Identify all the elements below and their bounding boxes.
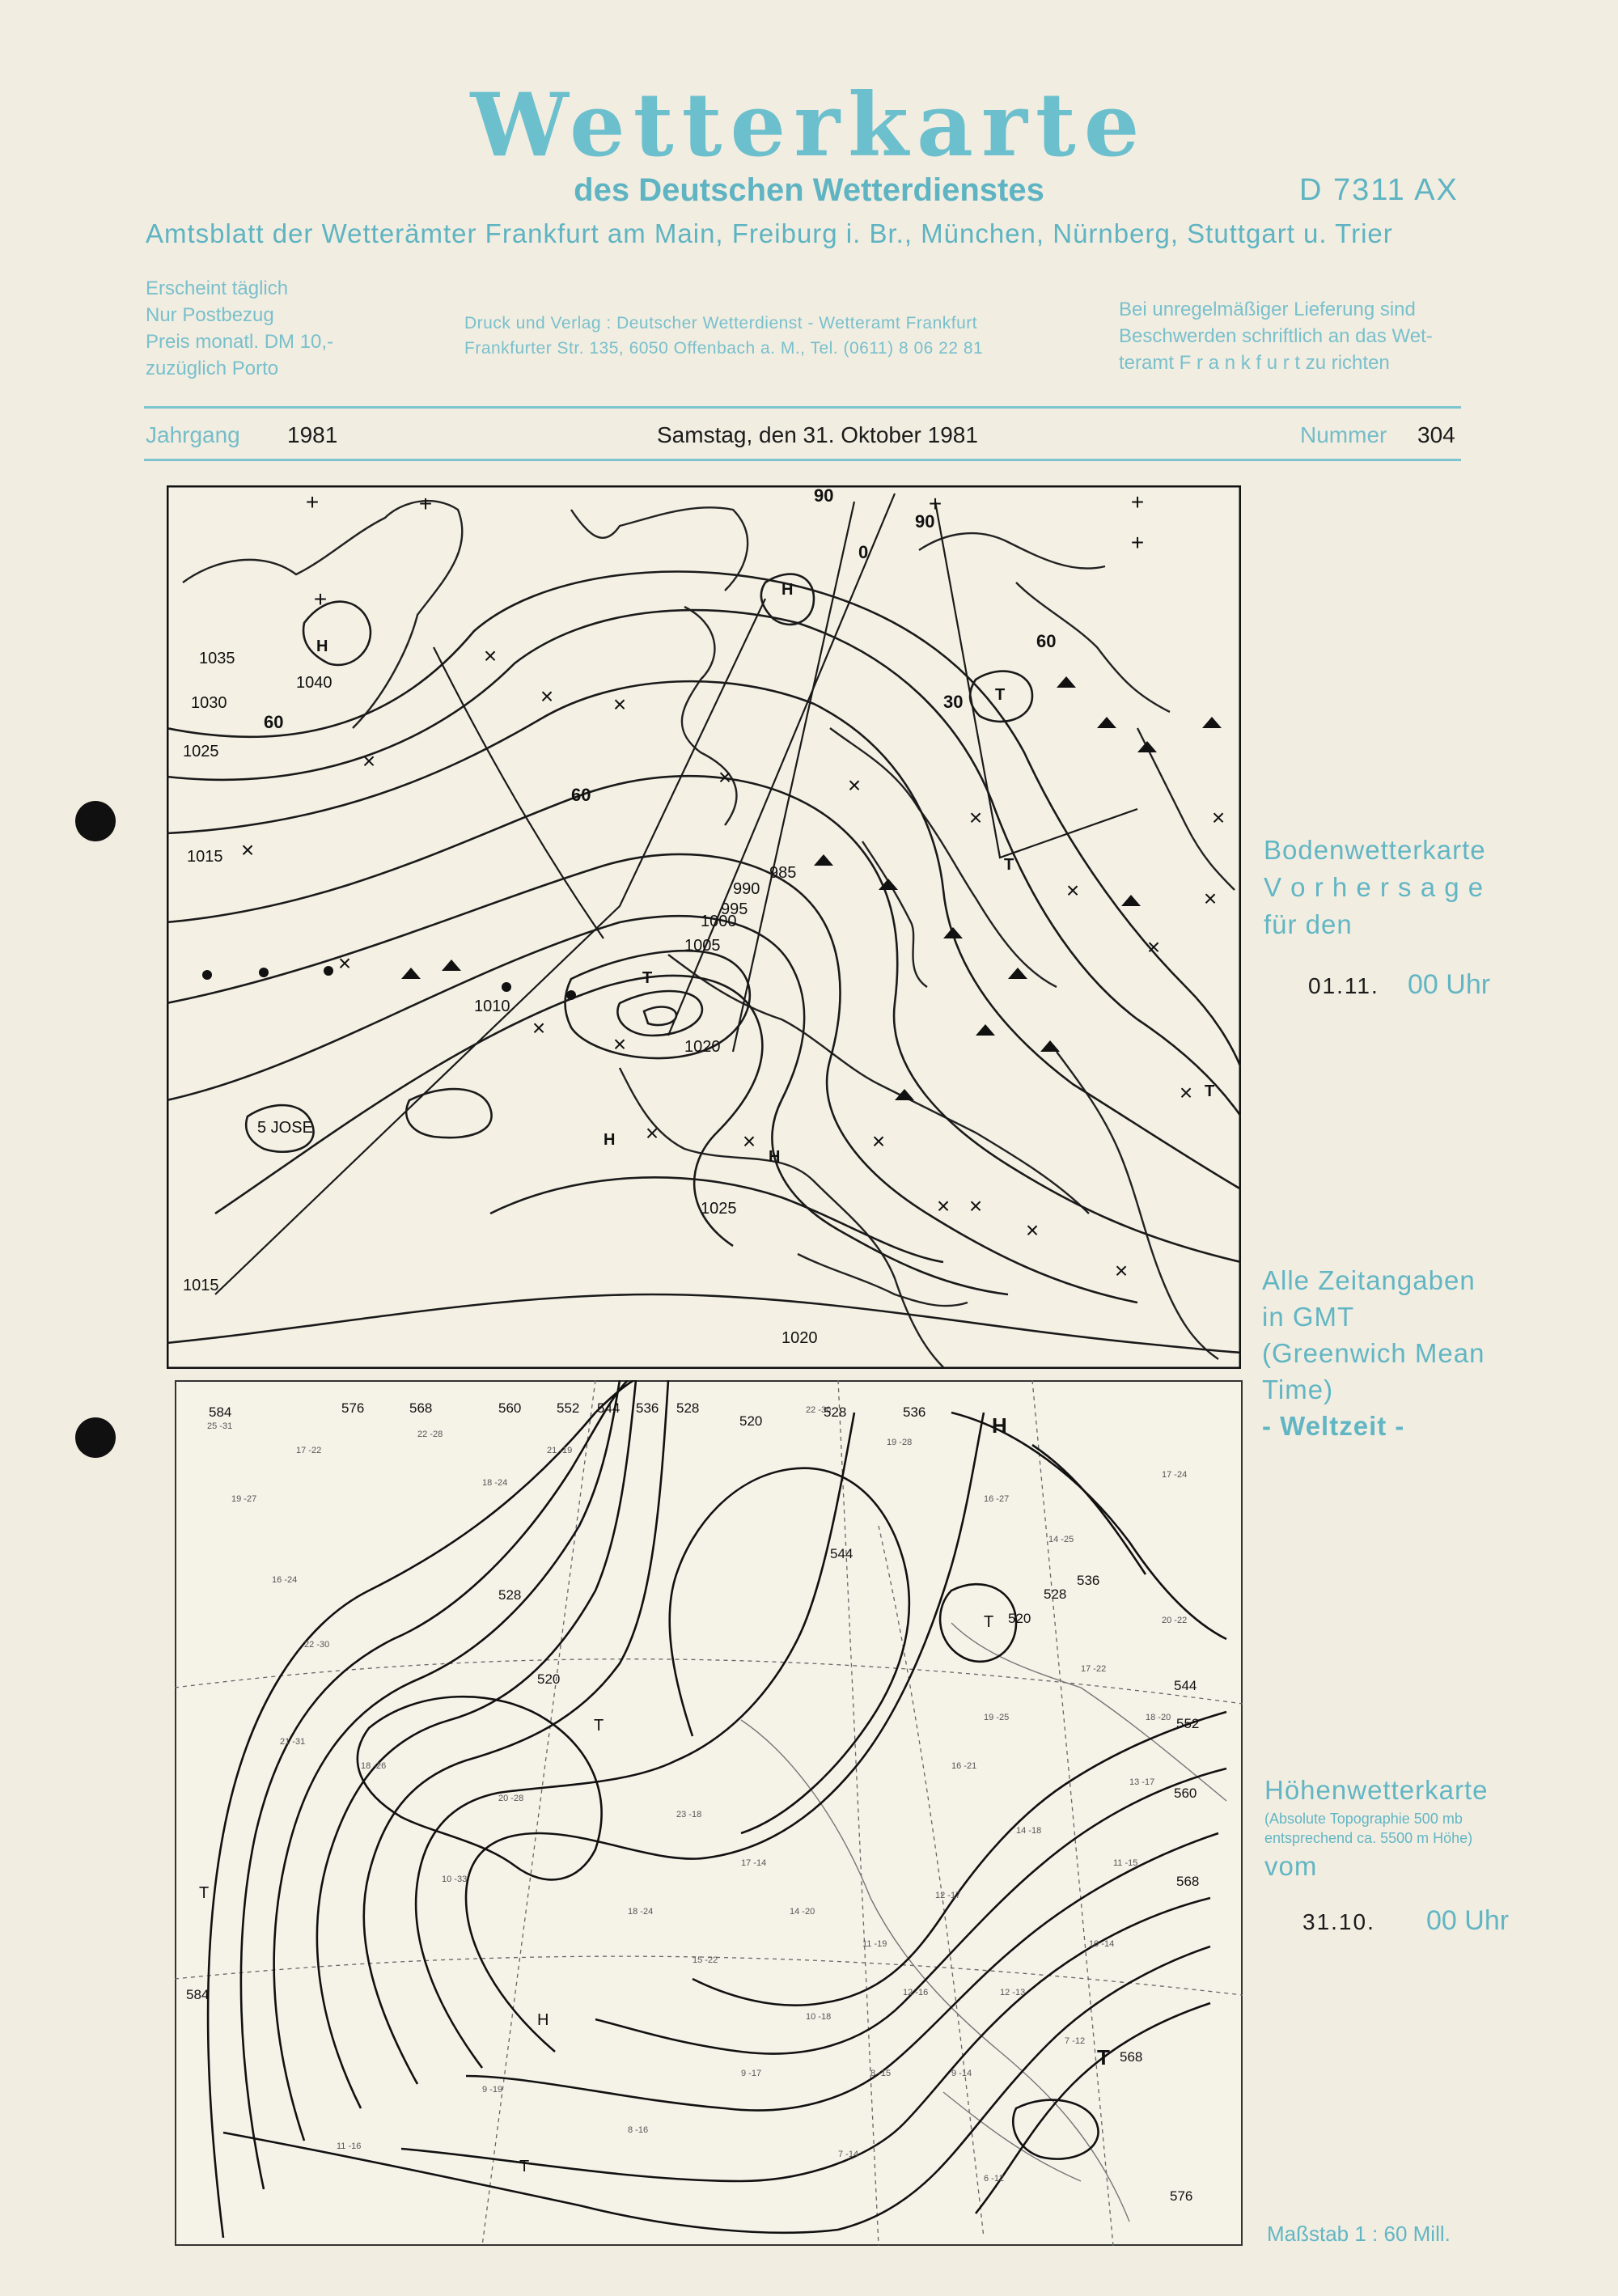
- header-rule-top: [144, 406, 1461, 409]
- note-line: in GMT: [1262, 1302, 1355, 1332]
- svg-text:×: ×: [847, 773, 862, 798]
- svg-text:20 -28: 20 -28: [498, 1794, 524, 1803]
- svg-text:×: ×: [645, 1120, 659, 1146]
- svg-text:×: ×: [240, 837, 255, 862]
- svg-text:22 -30: 22 -30: [806, 1405, 832, 1415]
- svg-text:×: ×: [936, 1193, 951, 1218]
- svg-text:21 -19: 21 -19: [547, 1446, 573, 1455]
- low-center: T: [642, 969, 653, 987]
- svg-text:7 -14: 7 -14: [838, 2150, 859, 2159]
- svg-text:16 -24: 16 -24: [272, 1575, 298, 1585]
- contour-label: 552: [557, 1400, 580, 1416]
- storm-label: 5 JOSE: [257, 1119, 313, 1137]
- upper-map-caption: [1264, 1772, 1488, 1885]
- svg-text:17 -22: 17 -22: [1081, 1664, 1107, 1674]
- isobar-label: 1035: [199, 650, 235, 667]
- meridian-label: 90: [915, 511, 935, 532]
- postal-code: D 7311 AX: [1299, 173, 1459, 207]
- svg-text:22 -30: 22 -30: [304, 1640, 330, 1650]
- latitude-label: 60: [1036, 631, 1057, 651]
- info-line: Bei unregelmäßiger Lieferung sind: [1119, 299, 1416, 320]
- surface-map-caption: [1264, 832, 1486, 943]
- note-line: (Greenwich Mean: [1262, 1338, 1485, 1368]
- high-center: H: [316, 638, 328, 655]
- svg-text:13 -17: 13 -17: [1129, 1777, 1155, 1787]
- svg-text:+: +: [305, 489, 320, 515]
- svg-text:9 -17: 9 -17: [741, 2069, 762, 2078]
- svg-text:11 -15: 11 -15: [1113, 1858, 1138, 1868]
- svg-text:10 -33: 10 -33: [442, 1875, 468, 1884]
- svg-text:18 -24: 18 -24: [628, 1907, 654, 1917]
- contour-label: 584: [186, 1987, 210, 2002]
- svg-text:17 -14: 17 -14: [741, 1858, 767, 1868]
- header-rule-bottom: [144, 459, 1461, 461]
- svg-text:×: ×: [612, 1032, 627, 1057]
- jahrgang-value: 1981: [287, 422, 338, 447]
- svg-text:×: ×: [540, 684, 554, 709]
- svg-text:18 -24: 18 -24: [482, 1478, 508, 1488]
- surface-map-date: 01.11.: [1308, 973, 1379, 998]
- newspaper-subtitle: des Deutschen Wetterdienstes: [574, 172, 1044, 208]
- contour-label: 584: [209, 1404, 232, 1420]
- svg-text:22 -28: 22 -28: [417, 1430, 443, 1439]
- note-line: Alle Zeitangaben: [1262, 1265, 1476, 1295]
- contour-label: 544: [597, 1400, 621, 1416]
- high-center: H: [604, 1131, 616, 1149]
- svg-text:25 -31: 25 -31: [207, 1421, 233, 1431]
- contour-label: 520: [537, 1671, 561, 1687]
- upper-air-map: [175, 1380, 1243, 2246]
- high-center: H: [537, 2011, 549, 2029]
- svg-text:16 -21: 16 -21: [951, 1761, 977, 1771]
- svg-text:×: ×: [1179, 1080, 1193, 1105]
- info-line: Druck und Verlag : Deutscher Wetterdienst - Wetteramt Frankfurt: [464, 314, 978, 333]
- isobar-label: 1030: [191, 694, 227, 712]
- upper-map-date: 31.10.: [1302, 1909, 1375, 1934]
- svg-text:18 -26: 18 -26: [361, 1761, 387, 1771]
- caption-sub: (Absolute Topographie 500 mb: [1264, 1811, 1463, 1827]
- caption-line: V o r h e r s a g e: [1264, 872, 1485, 902]
- svg-text:17 -22: 17 -22: [296, 1446, 322, 1455]
- svg-text:×: ×: [362, 748, 376, 773]
- newspaper-title: Wetterkarte: [470, 74, 1148, 176]
- caption-sub: entsprechend ca. 5500 m Höhe): [1264, 1830, 1473, 1846]
- publisher-info: [464, 311, 983, 361]
- svg-text:12 -13: 12 -13: [1000, 1988, 1026, 1997]
- latitude-label: 60: [264, 712, 284, 732]
- contour-label: 536: [903, 1404, 926, 1420]
- svg-text:7 -12: 7 -12: [1065, 2036, 1086, 2046]
- svg-text:18 -20: 18 -20: [1146, 1713, 1171, 1722]
- svg-text:×: ×: [1025, 1218, 1040, 1243]
- jahrgang-label: Jahrgang: [146, 422, 240, 447]
- svg-text:×: ×: [1065, 878, 1080, 903]
- svg-text:×: ×: [1211, 805, 1226, 830]
- svg-text:19 -25: 19 -25: [984, 1713, 1010, 1722]
- svg-text:×: ×: [871, 1129, 886, 1154]
- svg-text:+: +: [313, 587, 328, 612]
- note-line: Time): [1262, 1375, 1334, 1404]
- info-line: teramt F r a n k f u r t zu richten: [1119, 352, 1390, 374]
- svg-text:19 -27: 19 -27: [231, 1494, 257, 1504]
- contour-label: 568: [409, 1400, 433, 1416]
- svg-text:×: ×: [1146, 934, 1161, 959]
- svg-text:20 -22: 20 -22: [1162, 1616, 1188, 1625]
- high-center: H: [992, 1413, 1007, 1438]
- isobar-label: 1020: [781, 1329, 818, 1347]
- svg-text:19 -28: 19 -28: [887, 1438, 913, 1447]
- contour-label: 528: [676, 1400, 700, 1416]
- svg-text:10 -14: 10 -14: [1089, 1939, 1115, 1949]
- svg-text:×: ×: [718, 765, 732, 790]
- svg-text:×: ×: [968, 1193, 983, 1218]
- svg-text:23 -18: 23 -18: [676, 1810, 702, 1819]
- isobar-label: 1015: [183, 1277, 219, 1294]
- contour-label: 520: [739, 1413, 763, 1429]
- svg-text:+: +: [928, 491, 942, 516]
- caption-line: Bodenwetterkarte: [1264, 835, 1486, 865]
- svg-text:12 -16: 12 -16: [903, 1988, 929, 1997]
- info-line: Preis monatl. DM 10,-: [146, 331, 334, 353]
- contour-label: 528: [1044, 1586, 1067, 1602]
- svg-text:8 -15: 8 -15: [870, 2069, 892, 2078]
- svg-text:10 -18: 10 -18: [806, 2012, 832, 2022]
- time-note: [1262, 1262, 1485, 1444]
- low-center: T: [995, 686, 1006, 704]
- complaint-info: [1119, 296, 1433, 376]
- isobar-label: 1000: [701, 913, 737, 930]
- isobar-label: 1005: [684, 937, 721, 955]
- svg-text:15 -22: 15 -22: [693, 1955, 718, 1965]
- svg-text:14 -18: 14 -18: [1016, 1826, 1042, 1836]
- svg-text:9 -19: 9 -19: [482, 2085, 503, 2095]
- isobar-label: 990: [733, 880, 760, 898]
- isobar-label: 1015: [187, 848, 223, 866]
- svg-text:×: ×: [532, 1015, 546, 1040]
- surface-weather-map: [167, 485, 1241, 1369]
- svg-text:+: +: [1130, 489, 1145, 515]
- svg-text:11 -16: 11 -16: [337, 2141, 362, 2151]
- meridian-label: 0: [858, 542, 869, 562]
- meridian-label: 90: [814, 485, 834, 506]
- high-center: H: [769, 1148, 781, 1166]
- note-line: - Weltzeit -: [1262, 1411, 1405, 1441]
- low-center: T: [984, 1613, 994, 1631]
- surface-map-time: 00 Uhr: [1408, 969, 1491, 1000]
- nummer-value: 304: [1417, 422, 1455, 447]
- svg-text:×: ×: [337, 951, 352, 976]
- low-center: T: [594, 1717, 604, 1735]
- low-center: T: [519, 2158, 530, 2175]
- svg-text:11 -19: 11 -19: [862, 1939, 887, 1949]
- contour-label: 536: [636, 1400, 659, 1416]
- svg-text:17 -24: 17 -24: [1162, 1470, 1188, 1480]
- latitude-label: 60: [571, 785, 591, 805]
- info-line: Nur Postbezug: [146, 304, 274, 326]
- contour-label: 568: [1120, 2049, 1143, 2065]
- svg-text:14 -25: 14 -25: [1048, 1535, 1074, 1544]
- isobar-label: 1025: [701, 1200, 737, 1218]
- svg-text:×: ×: [742, 1129, 756, 1154]
- info-line: Erscheint täglich: [146, 277, 289, 299]
- svg-text:×: ×: [612, 692, 627, 717]
- meridian-label: 30: [943, 692, 964, 712]
- contour-label: 536: [1077, 1573, 1100, 1588]
- map-scale: Maßstab 1 : 60 Mill.: [1267, 2222, 1451, 2246]
- contour-label: 544: [1174, 1678, 1197, 1693]
- caption-vom: vom: [1264, 1851, 1318, 1881]
- caption-title: Höhenwetterkarte: [1264, 1775, 1489, 1805]
- isobar-label: 1020: [684, 1038, 721, 1056]
- low-center: T: [1097, 2045, 1110, 2069]
- svg-text:×: ×: [483, 643, 498, 668]
- isobar-label: 1040: [296, 674, 332, 692]
- caption-line: für den: [1264, 909, 1353, 939]
- svg-text:+: +: [418, 491, 433, 516]
- isobar-label: 1010: [474, 998, 510, 1015]
- low-center: T: [199, 1884, 210, 1902]
- svg-text:×: ×: [1114, 1258, 1129, 1283]
- svg-text:8 -16: 8 -16: [628, 2125, 649, 2135]
- contour-label: 560: [498, 1400, 522, 1416]
- svg-text:6 -12: 6 -12: [984, 2174, 1005, 2184]
- svg-text:12 -17: 12 -17: [935, 1891, 961, 1900]
- isobar-label: 1025: [183, 743, 219, 760]
- upper-map-time: 00 Uhr: [1426, 1905, 1510, 1936]
- svg-text:×: ×: [968, 805, 983, 830]
- contour-label: 528: [824, 1404, 847, 1420]
- svg-text:16 -27: 16 -27: [984, 1494, 1010, 1504]
- contour-label: 552: [1176, 1716, 1200, 1731]
- subscription-info: [146, 275, 333, 382]
- info-line: zuzüglich Porto: [146, 358, 279, 379]
- low-center: T: [1004, 856, 1014, 874]
- info-line: Frankfurter Str. 135, 6050 Offenbach a. M., Tel. (0611) 8 06 22 81: [464, 339, 984, 358]
- isobar-label: 985: [769, 864, 797, 882]
- contour-label: 576: [341, 1400, 365, 1416]
- contour-label: 544: [830, 1546, 853, 1561]
- punch-hole: [75, 801, 116, 841]
- high-center: H: [781, 581, 794, 599]
- isobar-label: 995: [721, 900, 748, 918]
- info-line: Beschwerden schriftlich an das Wet-: [1119, 325, 1433, 347]
- svg-text:+: +: [1130, 530, 1145, 555]
- amtsblatt-line: Amtsblatt der Wetterämter Frankfurt am Main, Freiburg i. Br., München, Nürnberg, Stuttgart u. Trier: [146, 218, 1393, 248]
- contour-label: 568: [1176, 1874, 1200, 1889]
- low-center: T: [1205, 1082, 1215, 1100]
- nummer-label: Nummer: [1300, 422, 1387, 447]
- contour-label: 560: [1174, 1786, 1197, 1801]
- svg-text:×: ×: [1203, 886, 1218, 911]
- contour-label: 576: [1170, 2188, 1193, 2204]
- svg-text:21 -31: 21 -31: [280, 1737, 306, 1747]
- contour-label: 528: [498, 1587, 522, 1603]
- contour-label: 520: [1008, 1611, 1031, 1626]
- svg-text:9 -14: 9 -14: [951, 2069, 972, 2078]
- punch-hole: [75, 1417, 116, 1458]
- svg-text:14 -20: 14 -20: [790, 1907, 815, 1917]
- issue-date: Samstag, den 31. Oktober 1981: [657, 422, 978, 447]
